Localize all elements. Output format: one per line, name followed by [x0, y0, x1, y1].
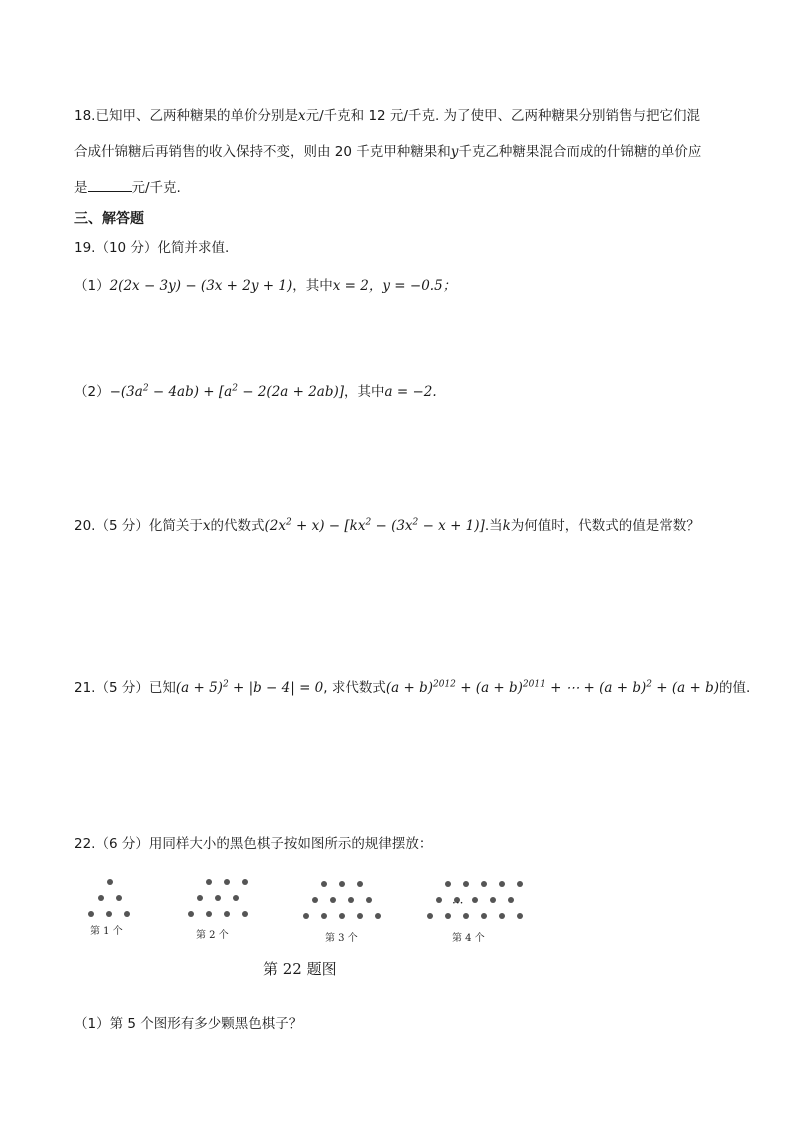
q18-text: 18.已知甲、乙两种糖果的单价分别是 [74, 108, 298, 124]
figure-2-dots [188, 879, 248, 917]
q20-line: 20.（5 分）化简关于x的代数式$(2x^2 + x) - [kx^2 - (3x^2 - x + 1)]$.当k为何值时，代数式的值是常数？ [74, 517, 700, 534]
figure-4-dots [427, 881, 523, 919]
q19-text: ，其中 [292, 278, 333, 294]
q21-line: 21.（5 分）已知$(a + 5)^2 + |b - 4| = 0$, 求代数式$(a + b)^{2012} + (a + b)^{2011}$ + ⋯ + $(a + b)^2 + (a + b)$的值. [74, 679, 751, 696]
q18-line-1 [74, 104, 700, 124]
section-title: 三、解答题 [74, 211, 144, 227]
q18-text: 是 [74, 180, 88, 196]
var-x: x [297, 108, 306, 124]
q18-text: 元/千克和 12 元/千克. 为了使甲、乙两种糖果分别销售与把它们混 [305, 108, 701, 124]
q19-p2-expression: $-(3a^2 - 4ab) + [a^2 - 2(2a + 2ab)]$ [109, 383, 345, 400]
figure-ellipsis: ··· [452, 896, 464, 910]
figure-3-dots [303, 881, 381, 919]
q18-text: 千克乙种糖果混合而成的什锦糖的单价应 [458, 144, 702, 160]
q22-part-1: （1）第 5 个图形有多少颗黑色棋子？ [74, 1016, 303, 1032]
figure-4-label: 第 4 个 [452, 933, 485, 944]
q18-text: 元/千克. [131, 180, 181, 196]
part-label: （2） [74, 384, 110, 400]
q19-p1-expression: 2(2x − 3y) − (3x + 2y + 1) [109, 278, 293, 294]
q18-text: 合成什锦糖后再销售的收入保持不变，则由 20 千克甲种糖果和 [74, 144, 451, 160]
q19-header: 19.（10 分）化简并求值. [74, 240, 230, 256]
q19-part-1 [74, 274, 456, 294]
figure-2-label: 第 2 个 [196, 930, 229, 941]
q22-header: 22.（6 分）用同样大小的黑色棋子按如图所示的规律摆放： [74, 836, 433, 852]
q18-line-3 [74, 176, 181, 196]
q21-expression: $(a + b)^{2012} + (a + b)^{2011}$ + ⋯ + $(a + b)^2 + (a + b)$ [385, 679, 719, 696]
part-label: （1） [74, 278, 110, 294]
q19-text: ，其中 [344, 384, 385, 400]
figure-caption: 第 22 题图 [263, 960, 337, 978]
q19-p2-condition: a = −2. [384, 384, 437, 400]
q20-expression: $(2x^2 + x) - [kx^2 - (3x^2 - x + 1)]$ [264, 517, 485, 534]
q19-part-2 [74, 380, 437, 400]
q19-p1-condition: x = 2，y = −0.5； [332, 278, 457, 294]
var-y: y [450, 144, 459, 160]
figure-1-label: 第 1 个 [90, 926, 123, 937]
q21-condition: $(a + 5)^2 + |b - 4| = 0$ [175, 679, 324, 696]
figure-3-label: 第 3 个 [325, 933, 358, 944]
q18-line-2 [74, 140, 701, 160]
answer-blank[interactable] [88, 177, 132, 192]
figure-1-dots [88, 879, 130, 917]
